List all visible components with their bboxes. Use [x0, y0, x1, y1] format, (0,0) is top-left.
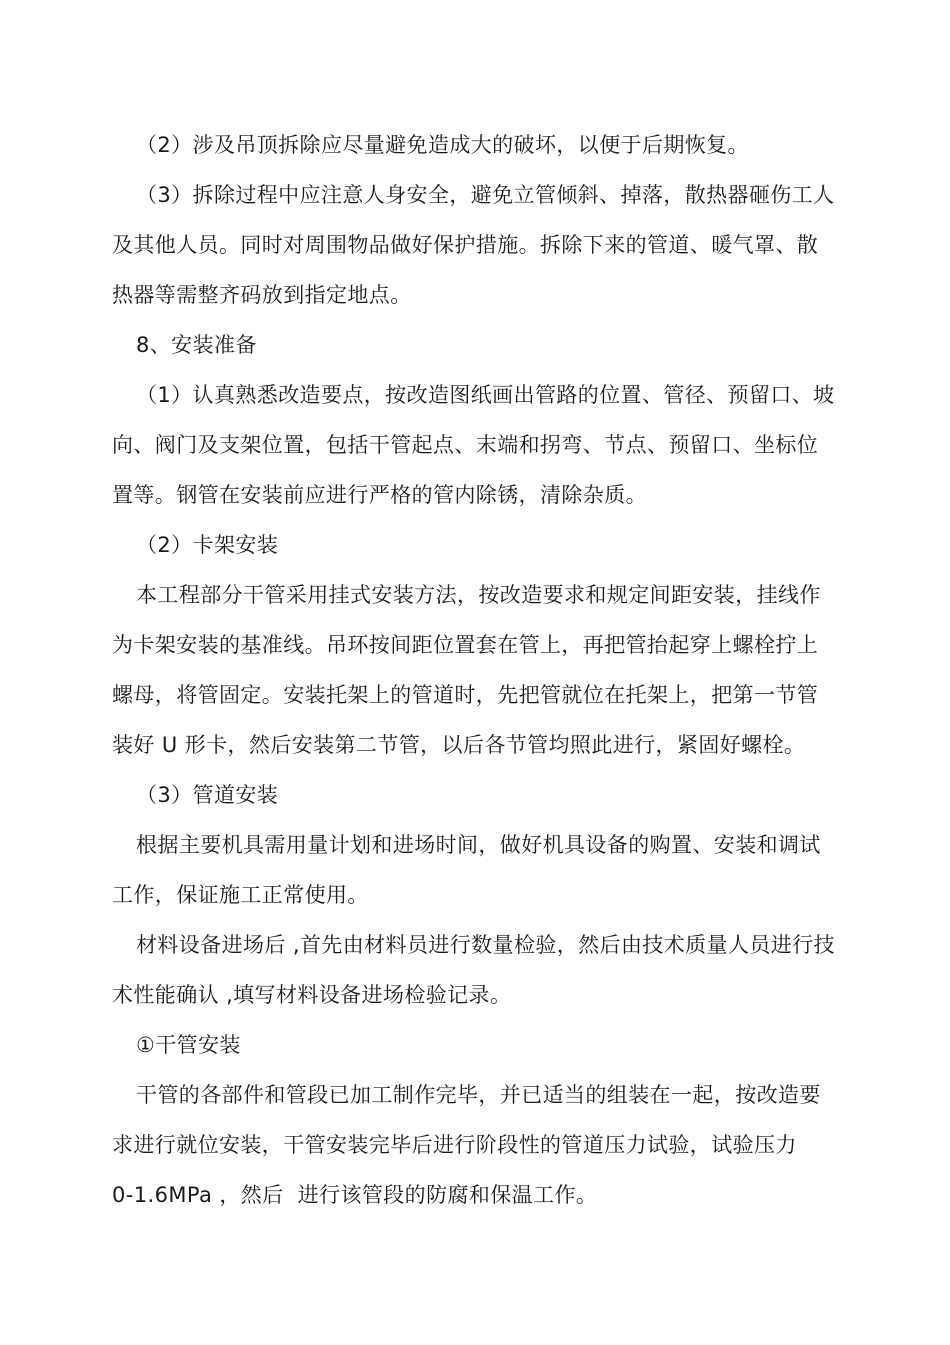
text-line: （1）认真熟悉改造要点，按改造图纸画出管路的位置、管径、预留口、坡 [136, 383, 835, 407]
text-line: （2）涉及吊顶拆除应尽量避免造成大的破坏，以便于后期恢复。 [136, 133, 749, 157]
text-line: 置等。钢管在安装前应进行严格的管内除锈，清除杂质。 [112, 483, 647, 507]
subsection-heading: ①干管安装 [136, 1033, 241, 1057]
text-line: 干管的各部件和管段已加工制作完毕，并已适当的组装在一起，按改造要 [136, 1083, 821, 1107]
text-line: 螺母，将管固定。安装托架上的管道时，先把管就位在托架上，把第一节管 [112, 683, 819, 707]
text-line: 及其他人员。同时对周围物品做好保护措施。拆除下来的管道、暖气罩、散 [112, 233, 819, 257]
subsection-heading: （2）卡架安装 [136, 533, 279, 557]
text-line: 工作，保证施工正常使用。 [112, 883, 369, 907]
section-heading: 8、安装准备 [136, 333, 257, 357]
text-line: 术性能确认 ,填写材料设备进场检验记录。 [112, 983, 512, 1007]
subsection-heading: （3）管道安装 [136, 783, 279, 807]
text-line: 求进行就位安装，干管安装完毕后进行阶段性的管道压力试验，试验压力 [112, 1133, 797, 1157]
text-line: 0-1.6MPa ，然后 进行该管段的防腐和保温工作。 [112, 1183, 598, 1207]
text-line: 热器等需整齐码放到指定地点。 [112, 283, 412, 307]
text-line: 向、阀门及支架位置，包括干管起点、末端和拐弯、节点、预留口、坐标位 [112, 433, 819, 457]
text-line: 材料设备进场后 ,首先由材料员进行数量检验，然后由技术质量人员进行技 [136, 933, 835, 957]
text-line: 本工程部分干管采用挂式安装方法，按改造要求和规定间距安装，挂线作 [136, 583, 821, 607]
text-line: 装好 U 形卡，然后安装第二节管，以后各节管均照此进行，紧固好螺栓。 [112, 733, 806, 757]
text-line: 根据主要机具需用量计划和进场时间，做好机具设备的购置、安装和调试 [136, 833, 821, 857]
text-line: （3）拆除过程中应注意人身安全，避免立管倾斜、掉落，散热器砸伤工人 [136, 183, 835, 207]
text-line: 为卡架安装的基准线。吊环按间距位置套在管上，再把管抬起穿上螺栓拧上 [112, 633, 819, 657]
